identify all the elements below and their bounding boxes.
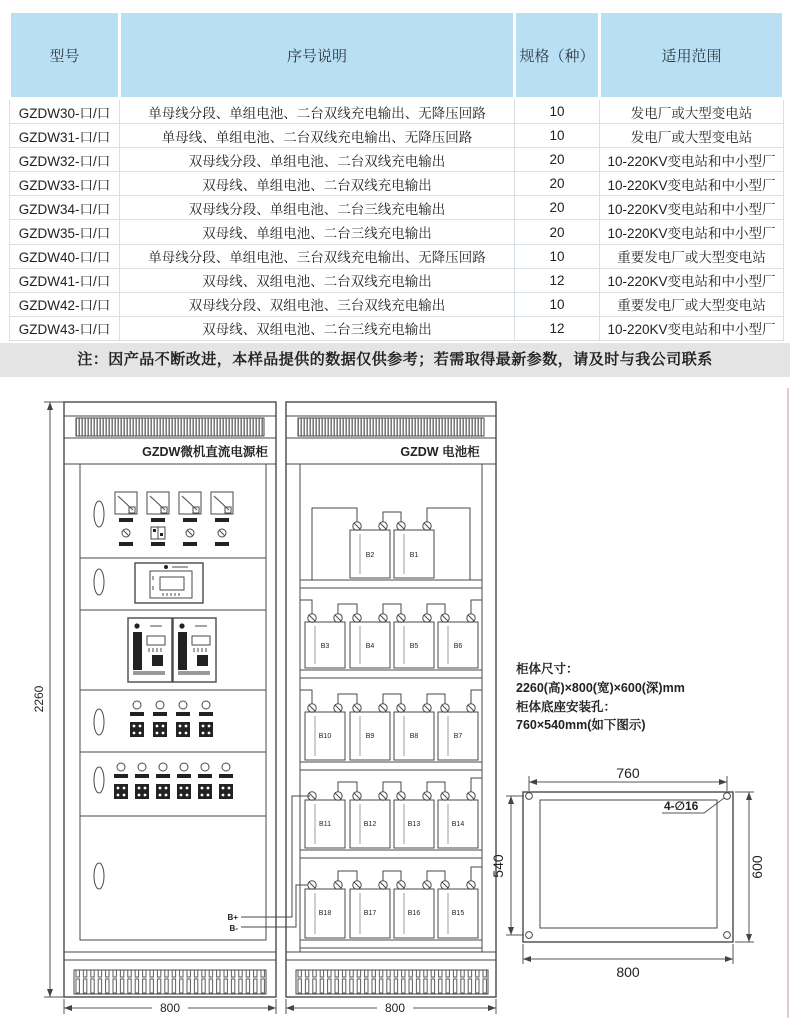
vent-grille-top <box>298 418 484 436</box>
svg-text:B15: B15 <box>451 910 465 917</box>
dim-width-right <box>286 999 496 1015</box>
battery-row <box>305 867 482 938</box>
battery-row <box>300 690 482 760</box>
svg-text:B13: B13 <box>407 821 421 828</box>
mounting-holes <box>526 793 731 939</box>
table-row <box>10 148 784 172</box>
header-model: 型号 <box>10 12 120 99</box>
note-bar: 注：因产品不断改进，本样品提供的数据仅供参考；若需取得最新参数，请及时与我公司联系 <box>0 343 790 377</box>
svg-text:B11: B11 <box>319 821 331 828</box>
cell-spec: 10 <box>515 292 600 316</box>
svg-text:B12: B12 <box>363 821 377 828</box>
door-handles <box>94 501 104 889</box>
holes-label: 4-∅16 <box>664 799 699 813</box>
cell-desc: 单母线、单组电池、二台双线充电输出、无降压回路 <box>120 124 515 148</box>
battery-cabinet-title: GZDW 电池柜 <box>400 445 480 459</box>
cell-model: GZDW30-口/口 <box>10 99 120 124</box>
base-mounting-diagram <box>490 765 765 980</box>
model-spec-table <box>8 10 785 341</box>
size-note-line4: 760×540mm(如下图示) <box>516 718 646 732</box>
dim-height-label: 2260 <box>32 685 46 713</box>
table-row <box>10 292 784 316</box>
svg-text:B18: B18 <box>318 910 332 917</box>
dim-width-left <box>64 999 276 1015</box>
battery-cabinet <box>286 402 496 997</box>
svg-text:B16: B16 <box>407 910 421 917</box>
svg-text:B2: B2 <box>365 552 375 559</box>
dim-base-760 <box>529 765 727 791</box>
svg-text:B14: B14 <box>451 821 465 828</box>
bminus-label: B- <box>229 924 238 933</box>
battery-shelves <box>300 580 482 948</box>
cell-range: 10-220KV变电站和中小型厂 <box>600 316 784 340</box>
cell-desc: 双母线、单组电池、二台三线充电输出 <box>120 220 515 244</box>
cell-desc: 双母线分段、单组电池、二台三线充电输出 <box>120 196 515 220</box>
table-row <box>10 196 784 220</box>
cell-desc: 双母线、双组电池、二台双线充电输出 <box>120 268 515 292</box>
cell-desc: 双母线、双组电池、二台三线充电输出 <box>120 316 515 340</box>
cell-range: 10-220KV变电站和中小型厂 <box>600 196 784 220</box>
table-row <box>10 316 784 340</box>
svg-text:B7: B7 <box>453 733 463 740</box>
svg-text:B3: B3 <box>320 643 330 650</box>
table-row <box>10 244 784 268</box>
table-row <box>10 124 784 148</box>
charger-module <box>128 618 172 682</box>
svg-text:B1: B1 <box>409 552 419 559</box>
cell-model: GZDW42-口/口 <box>10 292 120 316</box>
dim-height-2260 <box>32 402 64 997</box>
breaker-row-6 <box>114 763 233 799</box>
svg-text:B17: B17 <box>363 910 377 917</box>
dim-base-540 <box>490 796 524 935</box>
size-note-line2: 2260(高)×800(宽)×600(深)mm <box>516 681 685 695</box>
cell-desc: 双母线分段、单组电池、二台双线充电输出 <box>120 148 515 172</box>
cell-model: GZDW33-口/口 <box>10 172 120 196</box>
cell-spec: 10 <box>515 99 600 124</box>
header-range: 适用范围 <box>600 12 784 99</box>
table-row <box>10 99 784 124</box>
cell-range: 10-220KV变电站和中小型厂 <box>600 268 784 292</box>
cell-model: GZDW41-口/口 <box>10 268 120 292</box>
header-spec: 规格（种） <box>515 12 600 99</box>
cell-spec: 20 <box>515 172 600 196</box>
cell-spec: 12 <box>515 316 600 340</box>
cell-desc: 单母线分段、单组电池、二台双线充电输出、无降压回路 <box>120 99 515 124</box>
bplus-label: B+ <box>227 913 238 922</box>
cell-spec: 12 <box>515 268 600 292</box>
dim-base-right-label: 600 <box>749 855 765 879</box>
vent-grille-bottom <box>74 970 266 994</box>
dim-base-600 <box>735 792 765 942</box>
dim-base-800 <box>523 944 733 980</box>
cell-spec: 10 <box>515 244 600 268</box>
meter-panel <box>115 492 233 546</box>
dim-base-bottom-label: 800 <box>616 964 640 980</box>
battery-output-wires <box>228 796 310 933</box>
size-note-line1: 柜体尺寸： <box>516 662 579 676</box>
cell-spec: 10 <box>515 124 600 148</box>
cell-model: GZDW32-口/口 <box>10 148 120 172</box>
cabinet-drawing <box>0 386 790 1036</box>
dim-base-top-label: 760 <box>616 765 640 781</box>
cell-range: 重要发电厂或大型变电站 <box>600 292 784 316</box>
battery-row <box>312 508 470 580</box>
svg-text:B8: B8 <box>409 733 419 740</box>
cell-range: 发电厂或大型变电站 <box>600 124 784 148</box>
dim-width-right-label: 800 <box>384 1001 406 1015</box>
cell-desc: 双母线、单组电池、二台双线充电输出 <box>120 172 515 196</box>
breaker-row-4 <box>130 701 213 737</box>
indicator-lamps <box>119 527 229 546</box>
charger-modules <box>128 618 216 682</box>
svg-text:B6: B6 <box>453 643 463 650</box>
cell-range: 10-220KV变电站和中小型厂 <box>600 172 784 196</box>
svg-text:B5: B5 <box>409 643 419 650</box>
cell-model: GZDW34-口/口 <box>10 196 120 220</box>
power-cabinet <box>64 402 310 997</box>
power-cabinet-title: GZDW微机直流电源柜 <box>142 445 268 459</box>
cell-model: GZDW35-口/口 <box>10 220 120 244</box>
table-row <box>10 172 784 196</box>
cell-range: 重要发电厂或大型变电站 <box>600 244 784 268</box>
battery-row <box>305 778 482 848</box>
dim-width-left-label: 800 <box>159 1001 181 1015</box>
battery-row <box>300 600 482 668</box>
dim-base-left-label: 540 <box>490 854 506 878</box>
cell-desc: 双母线分段、双组电池、三台双线充电输出 <box>120 292 515 316</box>
svg-text:B4: B4 <box>365 643 375 650</box>
cell-range: 发电厂或大型变电站 <box>600 99 784 124</box>
cell-model: GZDW40-口/口 <box>10 244 120 268</box>
size-note-line3: 柜体底座安装孔： <box>516 700 617 714</box>
cell-desc: 单母线分段、单组电池、三台双线充电输出、无降压回路 <box>120 244 515 268</box>
vent-grille-top <box>76 418 264 436</box>
cell-model: GZDW43-口/口 <box>10 316 120 340</box>
table-row <box>10 268 784 292</box>
table-row <box>10 220 784 244</box>
monitor-unit <box>135 563 203 603</box>
table-header-row <box>10 12 784 99</box>
cell-range: 10-220KV变电站和中小型厂 <box>600 148 784 172</box>
cell-spec: 20 <box>515 196 600 220</box>
cell-spec: 20 <box>515 148 600 172</box>
cell-spec: 20 <box>515 220 600 244</box>
cabinet-size-notes <box>516 661 685 732</box>
svg-text:B9: B9 <box>365 733 375 740</box>
cell-model: GZDW31-口/口 <box>10 124 120 148</box>
vent-grille-bottom <box>296 970 488 994</box>
cell-range: 10-220KV变电站和中小型厂 <box>600 220 784 244</box>
header-description: 序号说明 <box>120 12 515 99</box>
svg-text:B10: B10 <box>318 733 332 740</box>
charger-module <box>173 618 216 682</box>
